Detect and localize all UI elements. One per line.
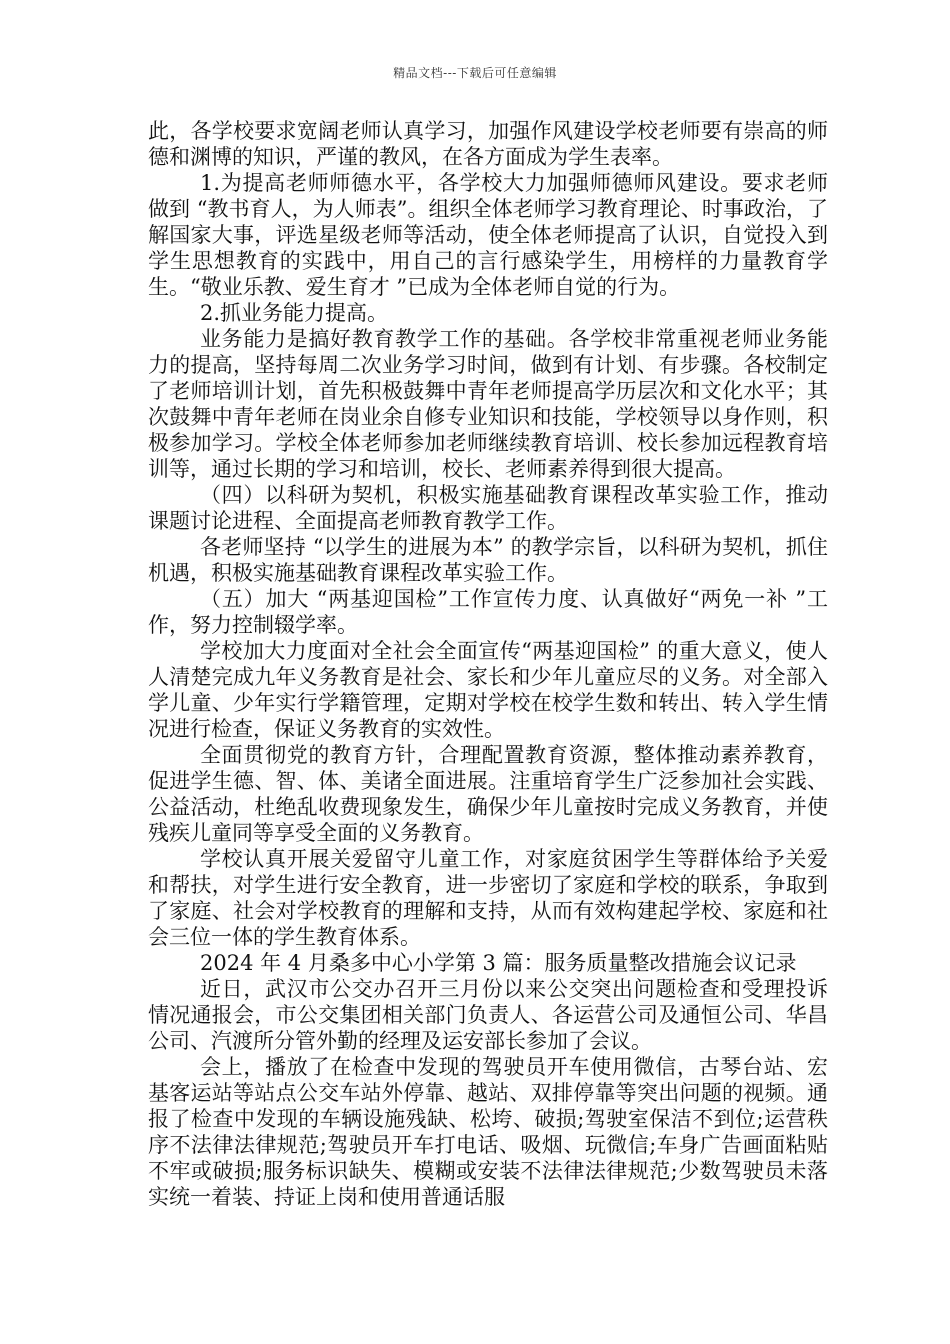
paragraph: 此，各学校要求宽阔老师认真学习，加强作风建设学校老师要有崇高的师德和渊博的知识，严谨的教风，在各方面成为学生表率。 [148, 119, 828, 169]
paragraph: 会上，播放了在检查中发现的驾驶员开车使用微信，古琴台站、宏基客运站等站点公交车站外停靠、越站、双排停靠等突出问题的视频。通报了检查中发现的车辆设施残缺、松垮、破损;驾驶室保洁不到位;运营秩序不法律法律规范;驾驶员开车打电话、吸烟、玩微信;车身广告画面粘贴不牢或破损;服务标识缺失、模糊或安装不法律法律规范;少数驾驶员未落实统一着装、持证上岗和使用普通话服 [148, 1055, 828, 1209]
paragraph: 学校加大力度面对全社会全面宣传“两基迎国检” 的重大意义，使人人清楚完成九年义务教育是社会、家长和少年儿童应尽的义务。对全部入学儿童、少年实行学籍管理，定期对学校在校学生数和转出、转入学生情况进行检查，保证义务教育的实效性。 [148, 639, 828, 741]
paragraph: 学校认真开展关爱留守儿童工作，对家庭贫困学生等群体给予关爱和帮扶，对学生进行安全教育，进一步密切了家庭和学校的联系，争取到了家庭、社会对学校教育的理解和支持，从而有效构建起学校、家庭和社会三位一体的学生教育体系。 [148, 847, 828, 949]
document-body [148, 118, 828, 1210]
paragraph: 各老师坚持 “以学生的进展为本” 的教学宗旨，以科研为契机，抓住机遇，积极实施基础教育课程改革实验工作。 [148, 535, 828, 585]
paragraph: 近日，武汉市公交办召开三月份以来公交突出问题检查和受理投诉情况通报会，市公交集团相关部门负责人、各运营公司及通恒公司、华昌公司、汽渡所分管外勤的经理及运安部长参加了会议。 [148, 977, 828, 1053]
paragraph: 全面贯彻党的教育方针，合理配置教育资源，整体推动素养教育，促进学生德、智、体、美诸全面进展。注重培育学生广泛参加社会实践、公益活动，杜绝乱收费现象发生，确保少年儿童按时完成义务教育，并使残疾儿童同等享受全面的义务教育。 [148, 743, 828, 845]
page-header: 精品文档---下载后可任意编辑 [393, 66, 557, 80]
paragraph: 业务能力是搞好教育教学工作的基础。各学校非常重视老师业务能力的提高，坚持每周二次业务学习时间，做到有计划、有步骤。各校制定了老师培训计划，首先积极鼓舞中青年老师提高学历层次和文化水平；其次鼓舞中青年老师在岗业余自修专业知识和技能，学校领导以身作则，积极参加学习。学校全体老师参加老师继续教育培训、校长参加远程教育培训等，通过长期的学习和培训，校长、老师素养得到很大提高。 [148, 327, 828, 481]
paragraph: 1.为提高老师师德水平，各学校大力加强师德师风建设。要求老师做到 “教书育人，为人师表”。组织全体老师学习教育理论、时事政治，了解国家大事，评选星级老师等活动，使全体老师提高了认识，自觉投入到学生思想教育的实践中，用自己的言行感染学生，用榜样的力量教育学生。“敬业乐教、爱生育才 ”已成为全体老师自觉的行为。 [148, 171, 828, 299]
section-title: 2024 年 4 月桑多中心小学第 3 篇：服务质量整改措施会议记录 [200, 951, 797, 975]
paragraph: （五）加大 “两基迎国检”工作宣传力度、认真做好“两免一补 ”工作，努力控制辍学率。 [148, 587, 828, 637]
paragraph: 2.抓业务能力提高。 [200, 301, 389, 325]
paragraph: （四）以科研为契机，积极实施基础教育课程改革实验工作，推动课题讨论进程、全面提高老师教育教学工作。 [148, 483, 828, 533]
